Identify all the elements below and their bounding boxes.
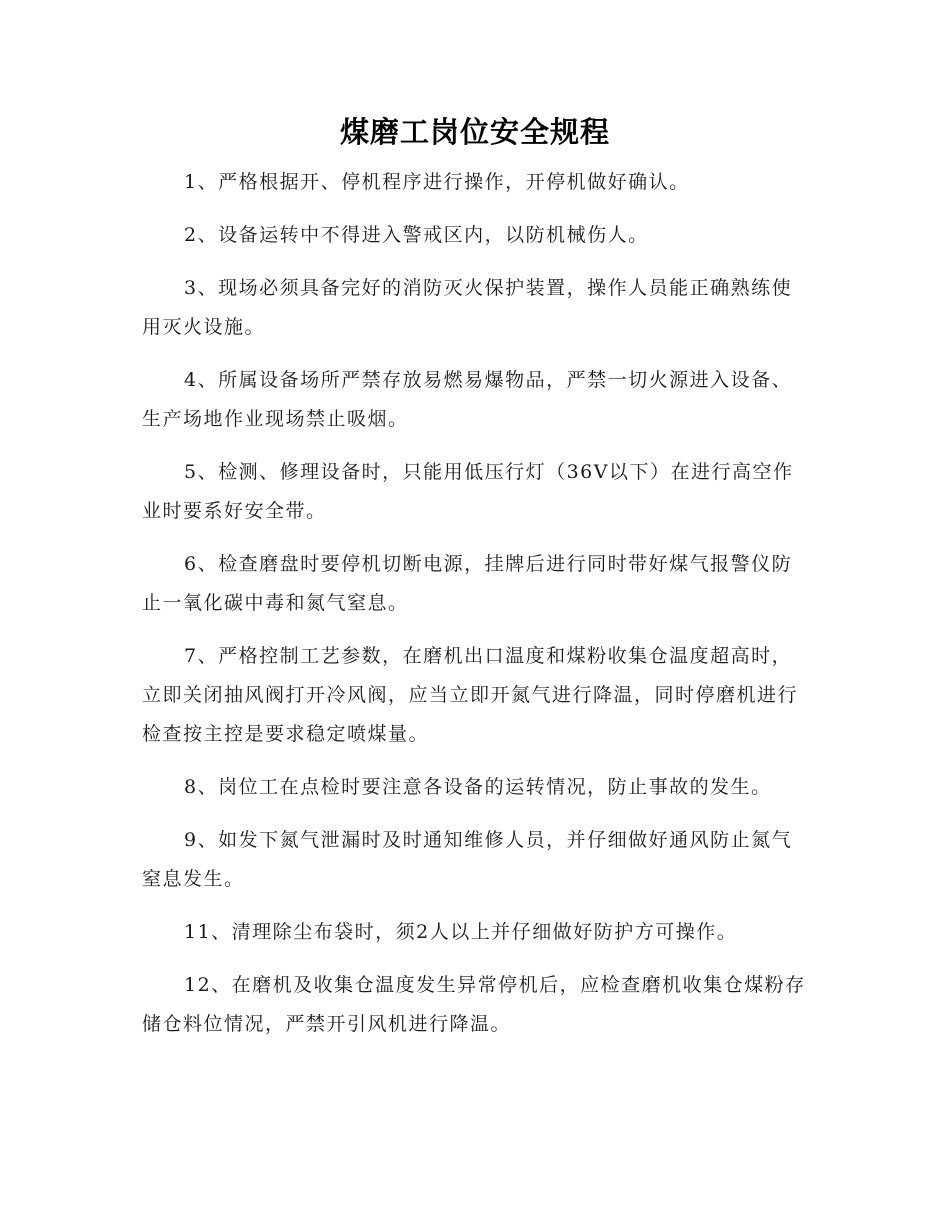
rule-item-1: 1、严格根据开、停机程序进行操作，开停机做好确认。 (184, 171, 690, 193)
rule-item-8: 8、岗位工在点检时要注意各设备的运转情况，防止事故的发生。 (184, 776, 772, 798)
rule-item-3: 3、现场必须具备完好的消防灭火保护装置，操作人员能正确熟练使用灭火设施。 (142, 277, 793, 338)
rule-item-5: 5、检测、修理设备时，只能用低压行灯（36V以下）在进行高空作业时要系好安全带。 (142, 461, 794, 522)
rule-item-4: 4、所属设备场所严禁存放易燃易爆物品，严禁一切火源进入设备、生产场地作业现场禁止吸烟。 (142, 369, 793, 430)
document-body (142, 163, 812, 1058)
rule-item-11: 11、清理除尘布袋时，须2人以上并仔细做好防护方可操作。 (184, 921, 738, 943)
rule-item-2: 2、设备运转中不得进入警戒区内，以防机械伤人。 (184, 224, 649, 246)
rule-item-7: 7、严格控制工艺参数，在磨机出口温度和煤粉收集仓温度超高时，立即关闭抽风阀打开冷风阀，应当立即开氮气进行降温，同时停磨机进行检查按主控是要求稳定喷煤量。 (142, 645, 799, 745)
document-title: 煤磨工岗位安全规程 (339, 115, 610, 149)
rule-item-12: 12、在磨机及收集仓温度发生异常停机后，应检查磨机收集仓煤粉存储仓料位情况，严禁开引风机进行降温。 (142, 974, 806, 1035)
rule-item-6: 6、检查磨盘时要停机切断电源，挂牌后进行同时带好煤气报警仪防止一氧化碳中毒和氮气窒息。 (142, 553, 793, 614)
rule-item-9: 9、如发下氮气泄漏时及时通知维修人员，并仔细做好通风防止氮气窒息发生。 (142, 829, 793, 890)
